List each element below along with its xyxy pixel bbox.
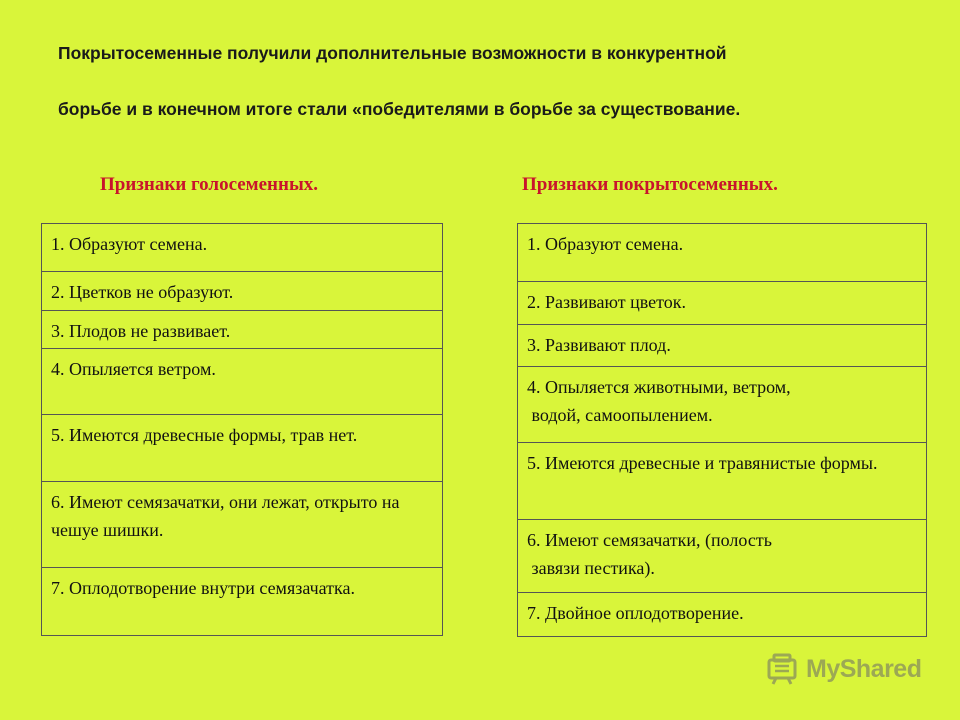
- table-cell: [518, 520, 927, 593]
- table-row: [518, 520, 927, 593]
- table-cell: [518, 443, 927, 520]
- cell-text: 1. Образуют семена.: [51, 234, 208, 254]
- cell-text: 1. Образуют семена.: [527, 234, 684, 254]
- table-cell: [518, 325, 927, 367]
- table-row: [518, 325, 927, 367]
- table-cell: [42, 568, 443, 636]
- table-row: [42, 482, 443, 568]
- cell-text: 7. Двойное оплодотворение.: [527, 603, 744, 623]
- table-row: [518, 224, 927, 282]
- cell-text: 2. Развивают цветок.: [527, 292, 686, 312]
- table-row: [42, 224, 443, 272]
- cell-text: 5. Имеются древесные формы, трав нет.: [51, 425, 358, 445]
- table-cell: [42, 482, 443, 568]
- table-row: [42, 349, 443, 415]
- table-cell: [518, 224, 927, 282]
- cell-text: 4. Опыляется ветром.: [51, 359, 216, 379]
- cell-text: 3. Плодов не развивает.: [51, 321, 231, 341]
- table-row: [518, 282, 927, 325]
- table-cell: [42, 311, 443, 349]
- table-row: [518, 593, 927, 637]
- watermark-text: MyShared: [806, 654, 922, 683]
- cell-text: 7. Оплодотворение внутри семязачатка.: [51, 578, 356, 598]
- table-cell: [42, 224, 443, 272]
- table-cell: [42, 272, 443, 311]
- table-row: [518, 367, 927, 443]
- table-cell: [42, 349, 443, 415]
- cell-text: 2. Цветков не образуют.: [51, 282, 234, 302]
- table-row: [518, 443, 927, 520]
- table-cell: [42, 415, 443, 482]
- myshared-logo-icon: [766, 652, 800, 686]
- table-row: [42, 311, 443, 349]
- cell-text: 6. Имеют семязачатки, (полость завязи пестика).: [527, 530, 772, 578]
- cell-text: 4. Опыляется животными, ветром, водой, самоопылением.: [527, 377, 791, 425]
- table-row: [42, 568, 443, 636]
- cell-text: 5. Имеются древесные и травянистые формы.: [527, 453, 878, 473]
- cell-text: 6. Имеют семязачатки, они лежат, открыто на чешуе шишки.: [51, 492, 404, 540]
- heading-line-1: Покрытосеменные получили дополнительные возможности в конкурентной: [58, 43, 727, 63]
- myshared-watermark[interactable]: [766, 652, 921, 686]
- gymnosperm-traits-table: [41, 223, 443, 636]
- heading-line-2: борьбе и в конечном итоге стали «победителями в борьбе за существование.: [58, 99, 741, 119]
- angiosperm-traits-title: Признаки покрытосеменных.: [522, 174, 778, 195]
- table-cell: [518, 593, 927, 637]
- angiosperm-traits-table: [517, 223, 927, 637]
- gymnosperm-traits-title: Признаки голосеменных.: [100, 174, 319, 195]
- table-row: [42, 415, 443, 482]
- table-cell: [518, 282, 927, 325]
- cell-text: 3. Развивают плод.: [527, 335, 671, 355]
- table-row: [42, 272, 443, 311]
- table-cell: [518, 367, 927, 443]
